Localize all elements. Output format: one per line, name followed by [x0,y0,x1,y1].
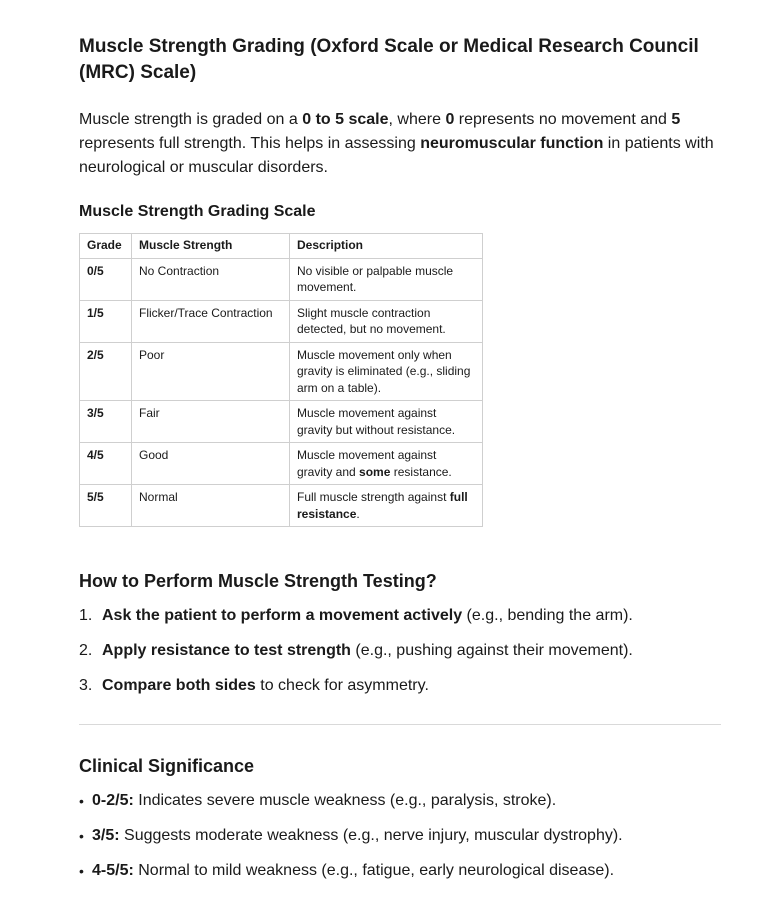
clinical-heading: Clinical Significance [79,756,255,776]
step-number: 3. [79,677,93,694]
clinical-bold: 4-5/5: [92,862,134,879]
description-text: Full muscle strength against [297,490,450,504]
step-text [102,674,429,698]
cell-grade: 4/5 [80,443,132,485]
cell-strength: No Contraction [132,258,290,300]
intro-bold-five: 5 [671,111,681,128]
grading-table [79,233,483,527]
list-item [79,604,633,628]
step-rest: (e.g., pushing against their movement). [350,642,633,659]
list-item [79,789,623,813]
step-number: 1. [79,607,93,624]
cell-strength: Normal [132,485,290,527]
cell-grade: 1/5 [80,300,132,342]
step-text [102,639,633,663]
intro-bold-scale: 0 to 5 scale [302,111,389,128]
intro-paragraph [79,108,719,180]
clinical-text [92,859,614,883]
clinical-rest: Normal to mild weakness (e.g., fatigue, early neurological disease). [133,862,615,879]
step-number: 2. [79,642,93,659]
intro-bold-zero: 0 [445,111,455,128]
cell-grade: 3/5 [80,401,132,443]
description-bold: full resistance [297,490,468,521]
clinical-rest: Suggests moderate weakness (e.g., nerve injury, muscular dystrophy). [119,827,623,844]
header-muscle-strength: Muscle Strength [132,234,290,259]
clinical-bold: 3/5: [92,827,120,844]
list-item [79,674,633,698]
table-row [80,443,483,485]
intro-text: , where [388,111,446,128]
step-bold: Compare both sides [102,677,256,694]
cell-strength: Flicker/Trace Contraction [132,300,290,342]
description-text: . [356,506,360,521]
steps-list [79,604,633,709]
description-text: Slight muscle contraction detected, but no movement. [297,305,446,336]
description-text: Muscle movement only when gravity is eliminated (e.g., sliding arm on a table). [297,347,471,395]
intro-text: represents no movement and [454,111,672,128]
cell-description [290,258,483,300]
clinical-list [79,789,623,894]
cell-description [290,485,483,527]
step-rest: to check for asymmetry. [255,677,429,694]
intro-text: in patients with neurological or muscular disorders. [79,135,714,176]
cell-strength: Good [132,443,290,485]
table-row [80,401,483,443]
howto-heading: How to Perform Muscle Strength Testing? [79,571,437,591]
cell-grade: 0/5 [80,258,132,300]
step-text [102,604,633,628]
header-grade: Grade [80,234,132,259]
table-row [80,342,483,401]
cell-grade: 5/5 [80,485,132,527]
bullet-icon: • [79,828,84,844]
cell-description [290,443,483,485]
list-item [79,639,633,663]
bullet-icon: • [79,863,84,879]
clinical-rest: Indicates severe muscle weakness (e.g., paralysis, stroke). [133,792,557,809]
description-bold: some [359,464,391,479]
description-text: resistance. [390,464,452,479]
cell-strength: Poor [132,342,290,401]
page-title: Muscle Strength Grading (Oxford Scale or Medical Research Council (MRC) Scale) [79,36,699,83]
intro-bold-neuromuscular: neuromuscular function [420,135,604,152]
description-text: No visible or palpable muscle movement. [297,263,454,294]
intro-text: represents full strength. This helps in assessing [79,135,421,152]
table-row [80,300,483,342]
description-text: Muscle movement against gravity and [297,448,437,479]
list-item [79,824,623,848]
cell-strength: Fair [132,401,290,443]
description-text: Muscle movement against gravity but without resistance. [297,406,456,437]
cell-description [290,342,483,401]
cell-description [290,401,483,443]
section-divider [79,724,721,725]
table-header-row [80,234,483,259]
cell-grade: 2/5 [80,342,132,401]
table-heading: Muscle Strength Grading Scale [79,203,316,220]
clinical-bold: 0-2/5: [92,792,134,809]
clinical-text [92,789,556,813]
intro-text: Muscle strength is graded on a [79,111,303,128]
cell-description [290,300,483,342]
step-rest: (e.g., bending the arm). [462,607,633,624]
header-description: Description [290,234,483,259]
clinical-text [92,824,623,848]
bullet-icon: • [79,793,84,809]
table-row [80,485,483,527]
step-bold: Ask the patient to perform a movement actively [102,607,463,624]
step-bold: Apply resistance to test strength [102,642,351,659]
table-row [80,258,483,300]
list-item [79,859,623,883]
